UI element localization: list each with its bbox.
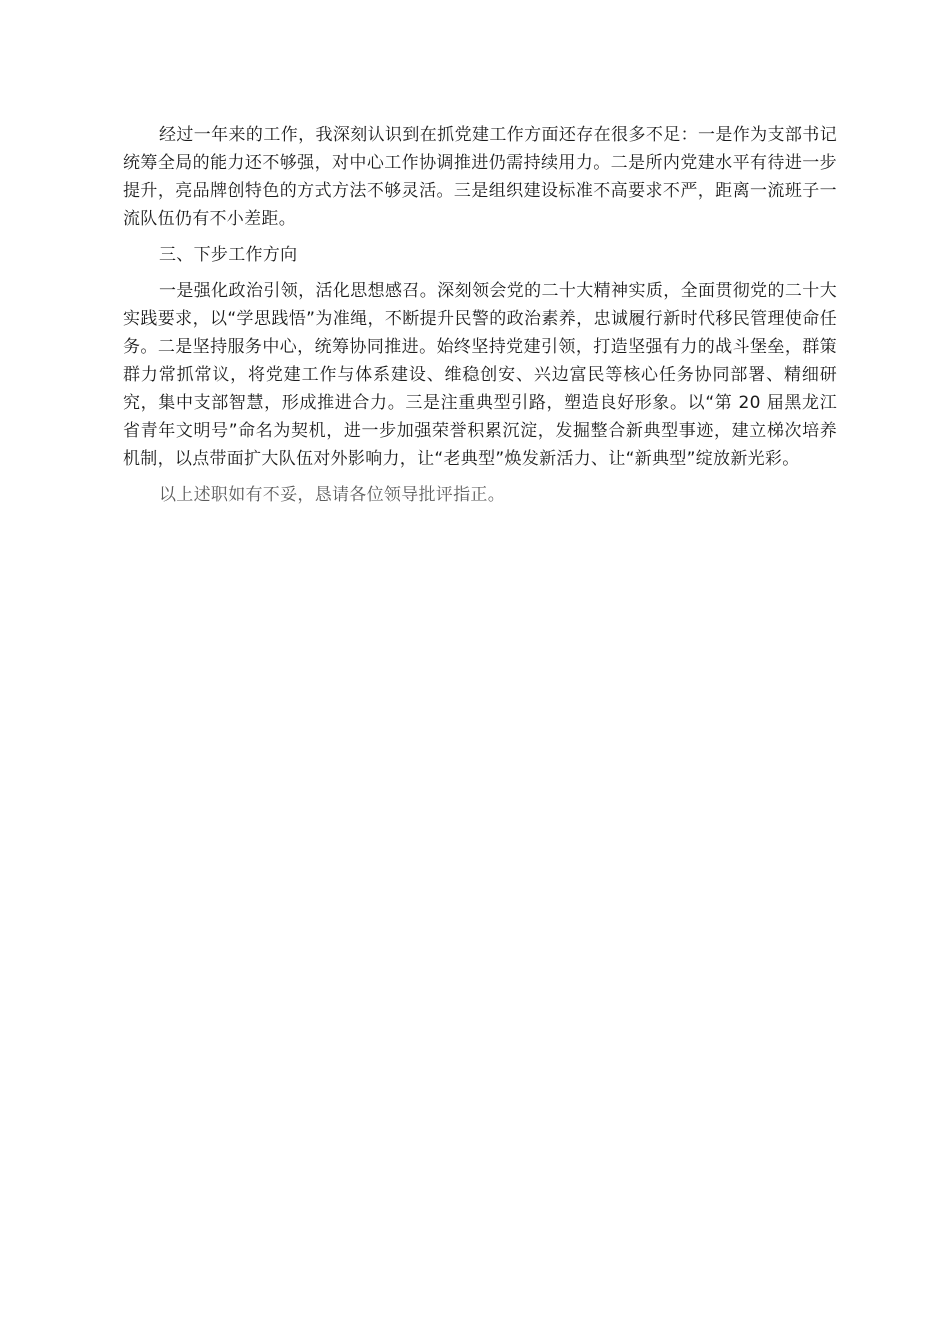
closing-remark: 以上述职如有不妥，恳请各位领导批评指正。 xyxy=(159,485,505,505)
paragraph-shortcomings: 经过一年来的工作，我深刻认识到在抓党建工作方面还存在很多不足：一是作为支部书记统筹全局的能力还不够强，对中心工作协调推进仍需持续用力。二是所内党建水平有待进一步提升，亮品牌创特色的方式方法不够灵活。三是组织建设标准不高要求不严，距离一流班子一流队伍仍有不小差距。 xyxy=(123,125,837,229)
section-heading: 三、下步工作方向 xyxy=(159,245,298,265)
paragraph-next-steps: 一是强化政治引领，活化思想感召。深刻领会党的二十大精神实质，全面贯彻党的二十大实践要求，以“学思践悟”为准绳，不断提升民警的政治素养，忠诚履行新时代移民管理使命任务。二是坚持服务中心，统筹协同推进。始终坚持党建引领，打造坚强有力的战斗堡垒，群策群力常抓常议，将党建工作与体系建设、维稳创安、兴边富民等核心任务协同部署、精细研究，集中支部智慧，形成推进合力。三是注重典型引路，塑造良好形象。以“第 20 届黑龙江省青年文明号”命名为契机，进一步加强荣誉积累沉淀，发掘整合新典型事迹，建立梯次培养机制，以点带面扩大队伍对外影响力，让“老典型”焕发新活力、让“新典型”绽放新光彩。 xyxy=(123,281,837,469)
document-body xyxy=(123,121,837,509)
